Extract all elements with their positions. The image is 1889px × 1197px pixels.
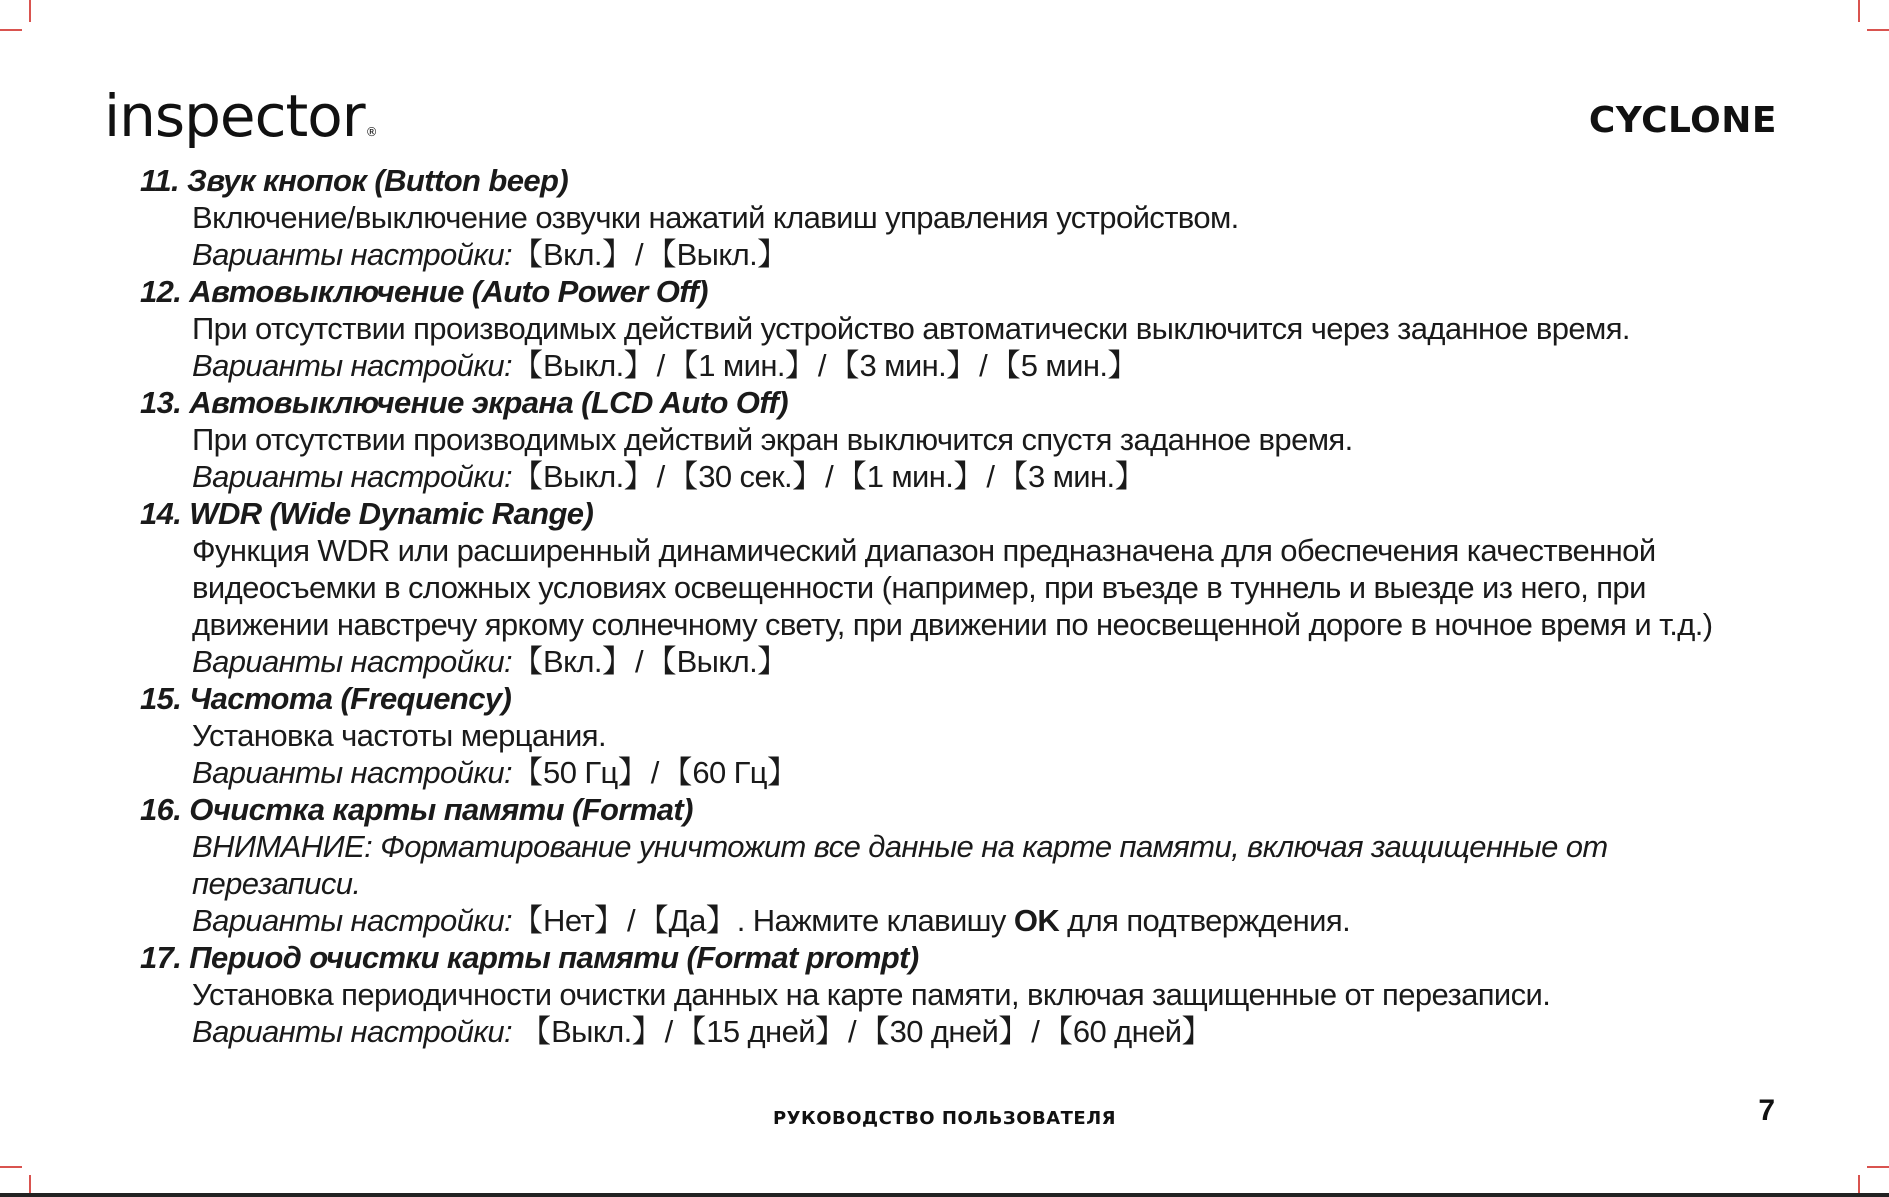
section-description: Включение/выключение озвучки нажатий клавиш управления устройством.	[192, 200, 1239, 235]
section-description: При отсутствии производимых действий экран выключится спустя заданное время.	[192, 422, 1353, 457]
section-format	[140, 791, 1780, 939]
options-line: Варианты настройки:【Выкл.】/【30 сек.】/【1 мин.】/【3 мин.】	[192, 459, 1146, 494]
option-value: Да	[668, 903, 706, 938]
page-number: 7	[1758, 1094, 1775, 1127]
options-line: Варианты настройки:【Вкл.】/【Выкл.】	[192, 644, 789, 679]
section-description: При отсутствии производимых действий устройство автоматически выключится через заданное время.	[192, 311, 1630, 346]
section-description: Установка частоты мерцания.	[192, 718, 606, 753]
options-line: Варианты настройки:【Выкл.】/【1 мин.】/【3 мин.】/【5 мин.】	[192, 348, 1139, 383]
section-description: Функция WDR или расширенный динамический диапазон предназначена для обеспечения качественной видеосъемки в сложных условиях освещенности (например, при въезде в туннель и выезде из него, при движении навстречу яркому солнечному свету, при движении по неосвещенной дороге в ночное время и т.д.)	[192, 533, 1713, 642]
section-title: 13. Автовыключение экрана (LCD Auto Off)	[140, 385, 788, 420]
footer-title: РУКОВОДСТВО ПОЛЬЗОВАТЕЛЯ	[772, 1108, 1117, 1129]
warning-text: ВНИМАНИЕ: Форматирование уничтожит все данные на карте памяти, включая защищенные от перезаписи.	[192, 829, 1608, 901]
option-value: Выкл.	[676, 644, 758, 679]
bottom-rule	[0, 1193, 1889, 1197]
settings-list	[140, 162, 1780, 1050]
option-value: 5 мин.	[1020, 348, 1108, 383]
option-value: 50 Гц	[543, 755, 618, 790]
logo-text: inspector	[104, 82, 365, 150]
options-label: Варианты настройки:	[192, 644, 513, 679]
option-value: 30 дней	[889, 1014, 999, 1049]
section-frequency	[140, 680, 1780, 791]
option-value: Выкл.	[551, 1014, 632, 1049]
options-label: Варианты настройки:	[192, 1014, 513, 1049]
option-value: Вкл.	[543, 644, 602, 679]
section-title: 14. WDR (Wide Dynamic Range)	[140, 496, 594, 531]
section-title: 12. Автовыключение (Auto Power Off)	[140, 274, 708, 309]
options-label: Варианты настройки:	[192, 459, 513, 494]
option-value: 60 дней	[1072, 1014, 1182, 1049]
section-auto-power-off	[140, 273, 1780, 384]
confirm-note-end: для подтверждения.	[1059, 903, 1351, 938]
option-value: Выкл.	[676, 237, 758, 272]
crop-mark	[29, 0, 31, 22]
options-label: Варианты настройки:	[192, 755, 513, 790]
section-button-beep	[140, 162, 1780, 273]
options-line: Варианты настройки: 【Выкл.】/【15 дней】/【30 дней】/【60 дней】	[192, 1014, 1213, 1049]
option-value: Нет	[543, 903, 595, 938]
crop-mark	[1867, 1166, 1889, 1168]
section-title: 11. Звук кнопок (Button beep)	[140, 163, 569, 198]
options-label: Варианты настройки:	[192, 903, 513, 938]
section-description: Установка периодичности очистки данных на карте памяти, включая защищенные от перезаписи.	[192, 977, 1551, 1012]
option-value: 15 дней	[706, 1014, 815, 1049]
options-label: Варианты настройки:	[192, 348, 513, 383]
option-value: 1 мин.	[866, 459, 954, 494]
confirm-note: . Нажмите клавишу	[736, 903, 1014, 938]
option-value: 3 мин.	[859, 348, 947, 383]
model-name: CYCLONE	[1588, 100, 1777, 141]
section-format-prompt	[140, 939, 1780, 1050]
section-title: 17. Период очистки карты памяти (Format prompt)	[140, 940, 919, 975]
brand-logo	[104, 82, 377, 150]
option-value: 60 Гц	[692, 755, 767, 790]
crop-mark	[1867, 29, 1889, 31]
section-title: 16. Очистка карты памяти (Format)	[140, 792, 693, 827]
option-value: Выкл.	[543, 348, 624, 383]
crop-mark	[1858, 1175, 1860, 1193]
registered-mark: ®	[365, 125, 377, 139]
option-value: 30 сек.	[698, 459, 793, 494]
option-value: 3 мин.	[1027, 459, 1115, 494]
section-lcd-auto-off	[140, 384, 1780, 495]
crop-mark	[0, 1166, 22, 1168]
section-wdr	[140, 495, 1780, 680]
crop-mark	[0, 29, 22, 31]
options-line: Варианты настройки:【50 Гц】/【60 Гц】	[192, 755, 798, 790]
options-line: Варианты настройки:【Вкл.】/【Выкл.】	[192, 237, 789, 272]
crop-mark	[1858, 0, 1860, 22]
option-value: Вкл.	[543, 237, 602, 272]
section-title: 15. Частота (Frequency)	[140, 681, 512, 716]
options-line: Варианты настройки:【Нет】/【Да】. Нажмите клавишу OK для подтверждения.	[192, 903, 1351, 938]
options-label: Варианты настройки:	[192, 237, 513, 272]
option-value: Выкл.	[543, 459, 624, 494]
crop-mark	[29, 1175, 31, 1193]
option-value: 1 мин.	[698, 348, 785, 383]
ok-key-label: OK	[1013, 903, 1060, 938]
